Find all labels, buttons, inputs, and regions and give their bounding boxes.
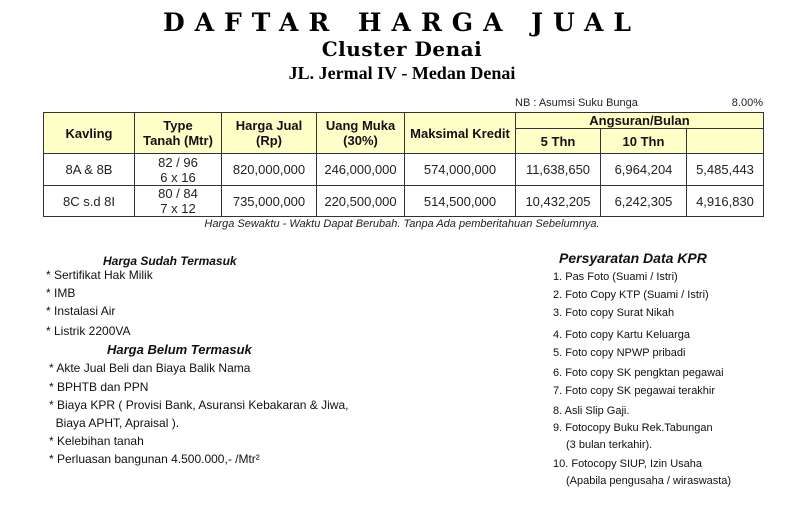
cluster-name: Cluster Denai <box>321 37 483 61</box>
included-heading: Harga Sudah Termasuk <box>103 254 237 268</box>
header-kavling: Kavling <box>44 113 135 154</box>
table-row <box>44 186 764 217</box>
header-15-thn <box>687 129 764 154</box>
header-10-thn: 10 Thn <box>601 129 687 154</box>
header-uang-muka <box>317 113 405 154</box>
requirement-item: 9. Fotocopy Buku Rek.Tabungan <box>553 422 713 434</box>
cell-harga: 820,000,000 <box>222 154 317 186</box>
header-kredit: Maksimal Kredit <box>405 113 516 154</box>
excluded-item: * Perluasan bangunan 4.500.000,- /Mtr² <box>49 452 260 466</box>
cell-type <box>135 154 222 186</box>
cell-kredit: 574,000,000 <box>405 154 516 186</box>
cell-type-line1: 80 / 84 <box>158 186 198 201</box>
address: JL. Jermal IV - Medan Denai <box>288 63 516 83</box>
requirement-item-cont: (3 bulan terkahir). <box>566 439 653 451</box>
header-5-thn: 5 Thn <box>516 129 601 154</box>
requirements-heading: Persyaratan Data KPR <box>559 250 707 266</box>
excluded-item: * Biaya KPR ( Provisi Bank, Asuransi Kebakaran & Jiwa, <box>49 398 349 412</box>
header-harga-line2: (Rp) <box>256 133 282 148</box>
requirement-item-cont: (Apabila pengusaha / wiraswasta) <box>566 475 732 487</box>
requirement-item: 7. Foto copy SK pegawai terakhir <box>553 385 716 397</box>
requirement-item: 1. Pas Foto (Suami / Istri) <box>553 271 678 283</box>
cell-type <box>135 186 222 217</box>
cell-type-line2: 6 x 16 <box>160 169 196 185</box>
excluded-heading: Harga Belum Termasuk <box>107 342 252 357</box>
cell-harga: 735,000,000 <box>222 186 317 217</box>
header-type <box>135 113 222 154</box>
requirement-item: 3. Foto copy Surat Nikah <box>553 307 675 319</box>
cell-type-line2: 7 x 12 <box>160 201 196 216</box>
excluded-item: * Akte Jual Beli dan Biaya Balik Nama <box>49 361 251 375</box>
cell-angsuran-5: 10,432,205 <box>516 186 601 217</box>
cell-angsuran-5: 11,638,650 <box>516 154 601 186</box>
cell-type-line1: 82 / 96 <box>158 154 198 170</box>
excluded-item: * BPHTB dan PPN <box>49 380 149 394</box>
requirement-item: 2. Foto Copy KTP (Suami / Istri) <box>553 289 709 301</box>
price-table <box>43 112 764 217</box>
price-change-note: Harga Sewaktu - Waktu Dapat Berubah. Tanpa Ada pemberitahuan Sebelumnya. <box>204 218 600 230</box>
requirement-item: 10. Fotocopy SIUP, Izin Usaha <box>553 458 702 470</box>
included-item: * Listrik 2200VA <box>46 324 131 338</box>
requirement-item: 6. Foto copy SK pengktan pegawai <box>553 367 724 379</box>
cell-uang-muka: 246,000,000 <box>317 154 405 186</box>
cell-uang-muka: 220,500,000 <box>317 186 405 217</box>
header-angsuran: Angsuran/Bulan <box>516 113 764 129</box>
page-title: DAFTAR HARGA JUAL <box>162 8 642 37</box>
cell-kavling: 8A & 8B <box>44 154 135 186</box>
cell-angsuran-15: 4,916,830 <box>687 186 764 217</box>
interest-rate-label: NB : Asumsi Suku Bunga <box>515 97 638 109</box>
header-uang-line1: Uang Muka <box>325 118 396 133</box>
requirement-item: 5. Foto copy NPWP pribadi <box>553 347 686 359</box>
cell-angsuran-10: 6,964,204 <box>601 154 687 186</box>
table-row <box>44 154 764 186</box>
cell-angsuran-10: 6,242,305 <box>601 186 687 217</box>
included-item: * IMB <box>46 286 76 300</box>
cell-kredit: 514,500,000 <box>405 186 516 217</box>
included-item: * Sertifikat Hak Milik <box>46 268 153 282</box>
requirement-item: 4. Foto copy Kartu Keluarga <box>553 329 690 341</box>
cell-angsuran-15: 5,485,443 <box>687 154 764 186</box>
interest-rate-value: 8.00% <box>731 97 763 109</box>
header-uang-line2: (30%) <box>343 133 378 148</box>
cell-kavling: 8C s.d 8I <box>44 186 135 217</box>
header-harga-line1: Harga Jual <box>235 118 303 133</box>
header-type-line2: Tanah (Mtr) <box>143 133 213 148</box>
included-item: * Instalasi Air <box>46 304 116 318</box>
requirement-item: 8. Asli Slip Gaji. <box>553 405 630 417</box>
excluded-item: * Kelebihan tanah <box>49 434 144 448</box>
excluded-item: Biaya APHT, Apraisal ). <box>49 416 180 430</box>
header-harga <box>222 113 317 154</box>
header-type-line1: Type <box>163 118 193 133</box>
interest-rate-note <box>515 96 763 110</box>
